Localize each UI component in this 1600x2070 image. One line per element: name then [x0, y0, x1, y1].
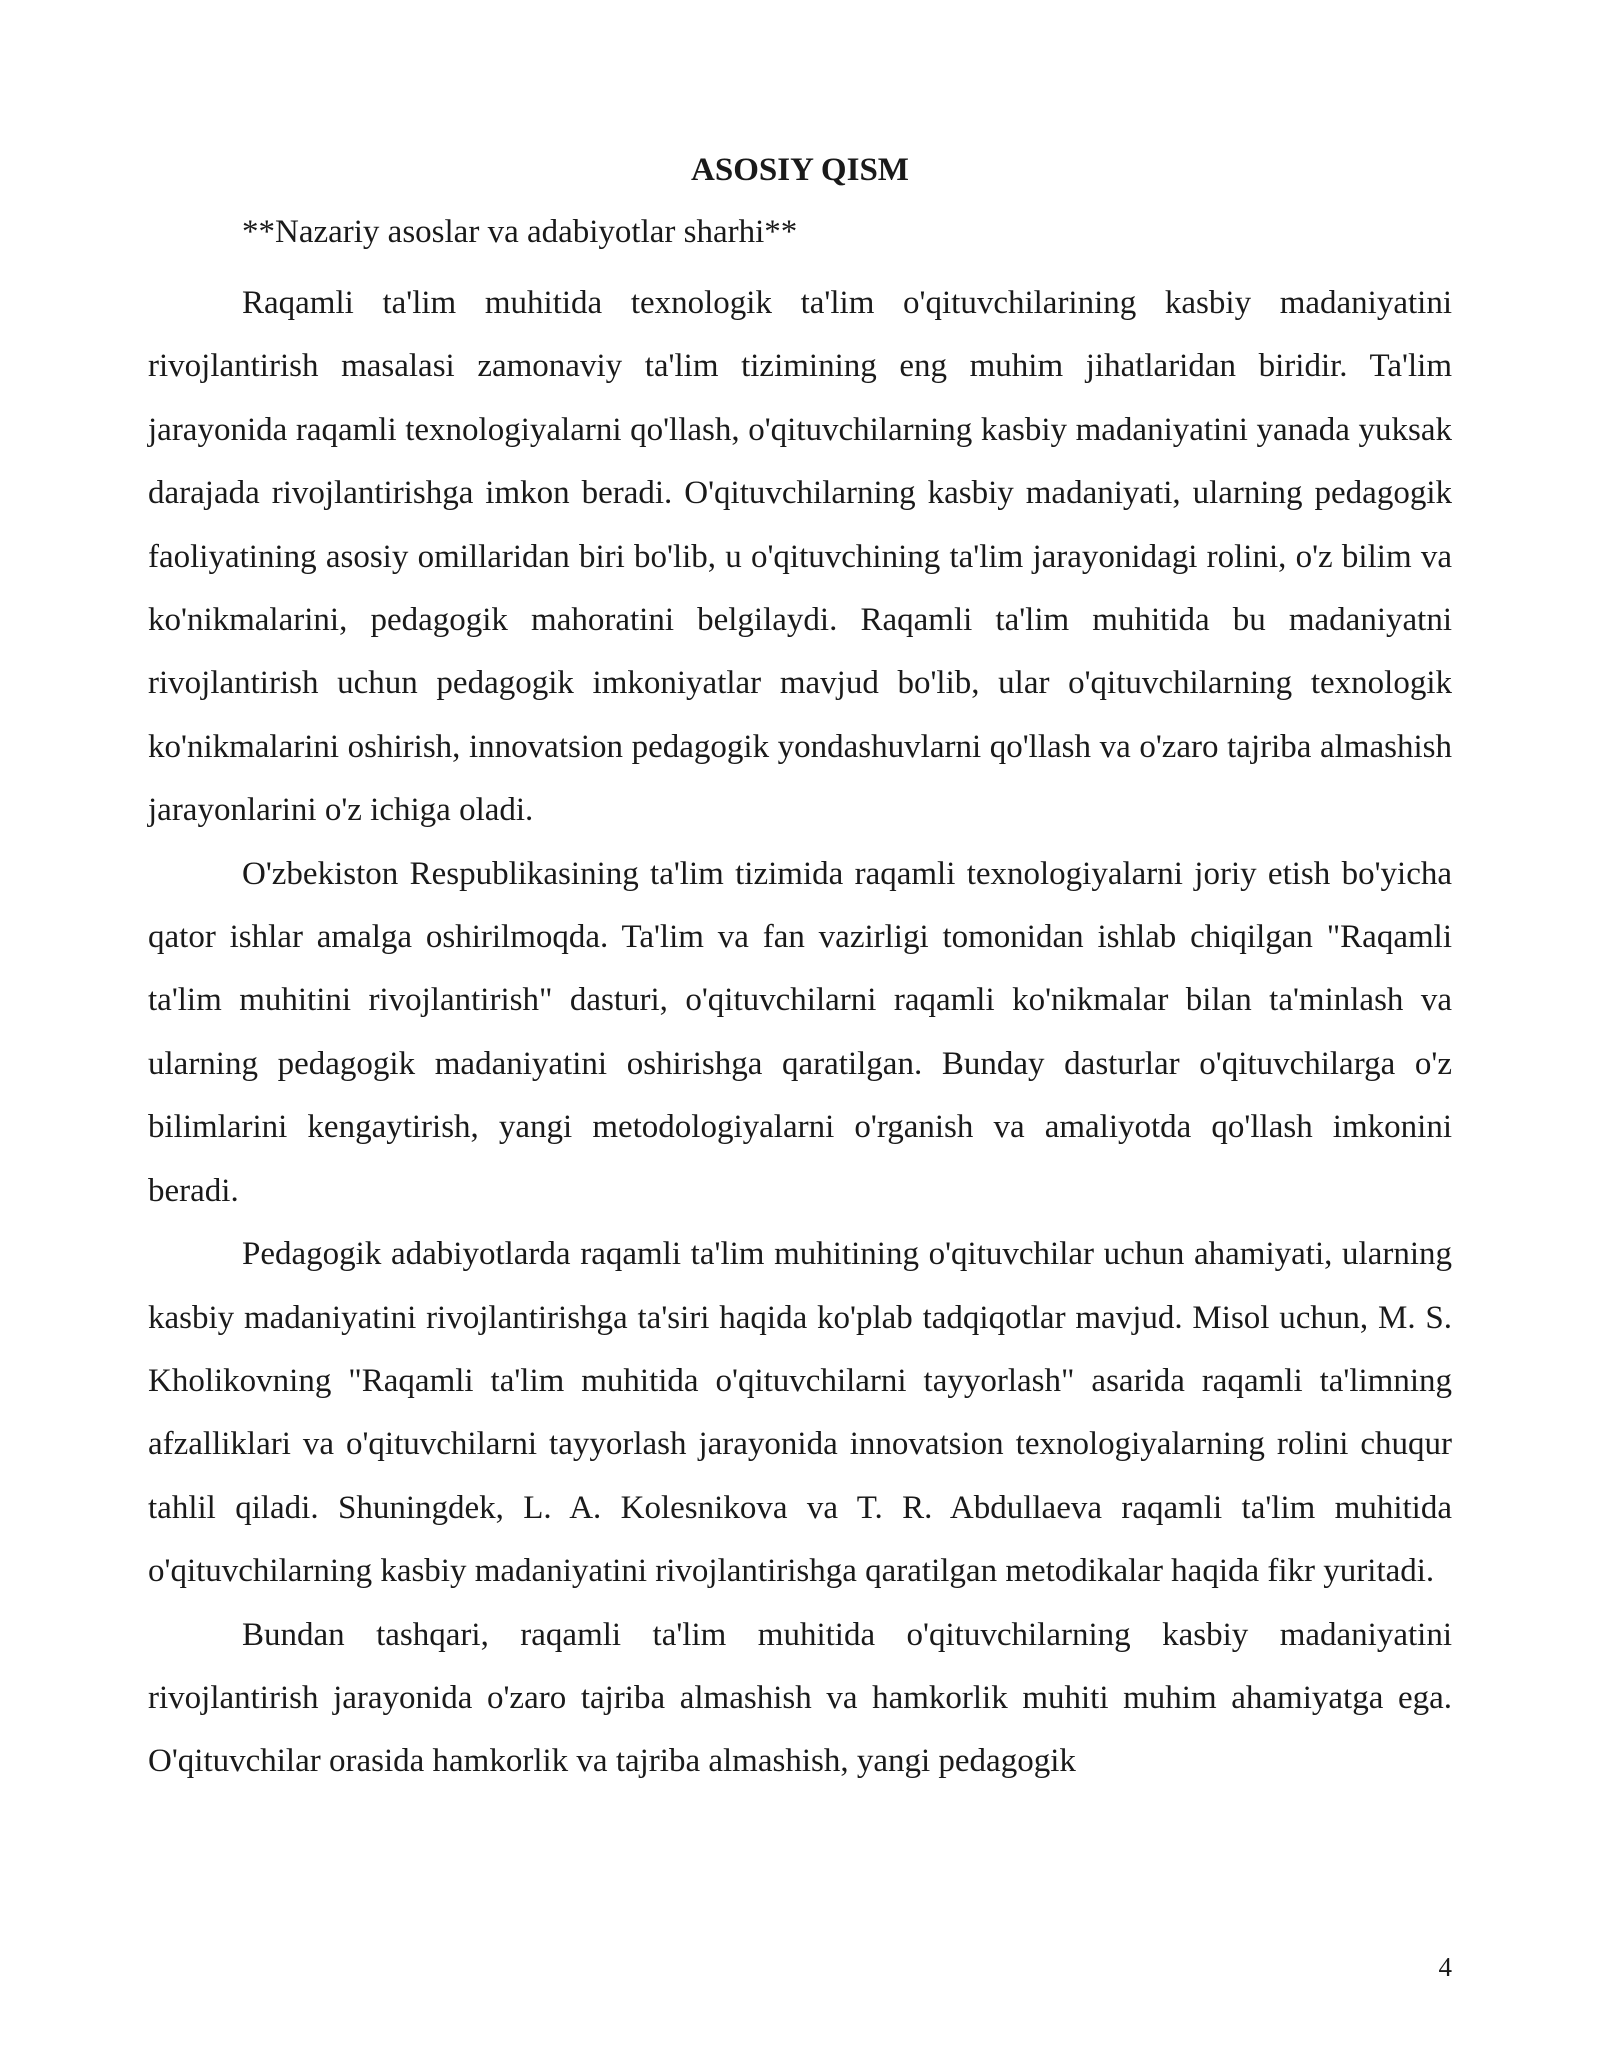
section-subheading: **Nazariy asoslar va adabiyotlar sharhi** — [242, 214, 798, 250]
paragraph-3: Pedagogik adabiyotlarda raqamli ta'lim muhitining o'qituvchilar uchun ahamiyati, ularning kasbiy madaniyatini rivojlantirishga ta'siri haqida ko'plab tadqiqotlar mavjud. Misol uchun, M. S. Kholikovning "Raqamli ta'lim muhitida o'qituvchilarni tayyorlash" asarida raqamli ta'limning afzalliklari va o'qituvchilarni tayyorlash jarayonida innovatsion texnologiyalarning rolini chuqur tahlil qiladi. Shuningdek, L. A. Kolesnikova va T. R. Abdullaeva raqamli ta'lim muhitida o'qituvchilarning kasbiy madaniyatini rivojlantirishga qaratilgan metodikalar haqida fikr yuritadi. — [148, 1236, 1452, 1590]
page-content — [148, 146, 1452, 1794]
page-number: 4 — [1438, 1952, 1452, 1982]
section-title: ASOSIY QISM — [691, 152, 909, 188]
paragraph-2: O'zbekiston Respublikasining ta'lim tizimida raqamli texnologiyalarni joriy etish bo'yicha qator ishlar amalga oshirilmoqda. Ta'lim va fan vazirligi tomonidan ishlab chiqilgan "Raqamli ta'lim muhitini rivojlantirish" dasturi, o'qituvchilarni raqamli ko'nikmalar bilan ta'minlash va ularning pedagogik madaniyatini oshirishga qaratilgan. Bunday dasturlar o'qituvchilarga o'z bilimlarini kengaytirish, yangi metodologiyalarni o'rganish va amaliyotda qo'llash imkonini beradi. — [148, 855, 1452, 1209]
paragraph-1: Raqamli ta'lim muhitida texnologik ta'lim o'qituvchilarining kasbiy madaniyatini rivojlantirish masalasi zamonaviy ta'lim tizimining eng muhim jihatlaridan biridir. Ta'lim jarayonida raqamli texnologiyalarni qo'llash, o'qituvchilarning kasbiy madaniyatini yanada yuksak darajada rivojlantirishga imkon beradi. O'qituvchilarning kasbiy madaniyati, ularning pedagogik faoliyatining asosiy omillaridan biri bo'lib, u o'qituvchining ta'lim jarayonidagi rolini, o'z bilim va ko'nikmalarini, pedagogik mahoratini belgilaydi. Raqamli ta'lim muhitida bu madaniyatni rivojlantirish uchun pedagogik imkoniyatlar mavjud bo'lib, ular o'qituvchilarning texnologik ko'nikmalarini oshirish, innovatsion pedagogik yondashuvlarni qo'llash va o'zaro tajriba almashish jarayonlarini o'z ichiga oladi. — [148, 285, 1452, 829]
paragraph-4: Bundan tashqari, raqamli ta'lim muhitida o'qituvchilarning kasbiy madaniyatini rivojlantirish jarayonida o'zaro tajriba almashish va hamkorlik muhiti muhim ahamiyatga ega. O'qituvchilar orasida hamkorlik va tajriba almashish, yangi pedagogik — [148, 1616, 1452, 1780]
